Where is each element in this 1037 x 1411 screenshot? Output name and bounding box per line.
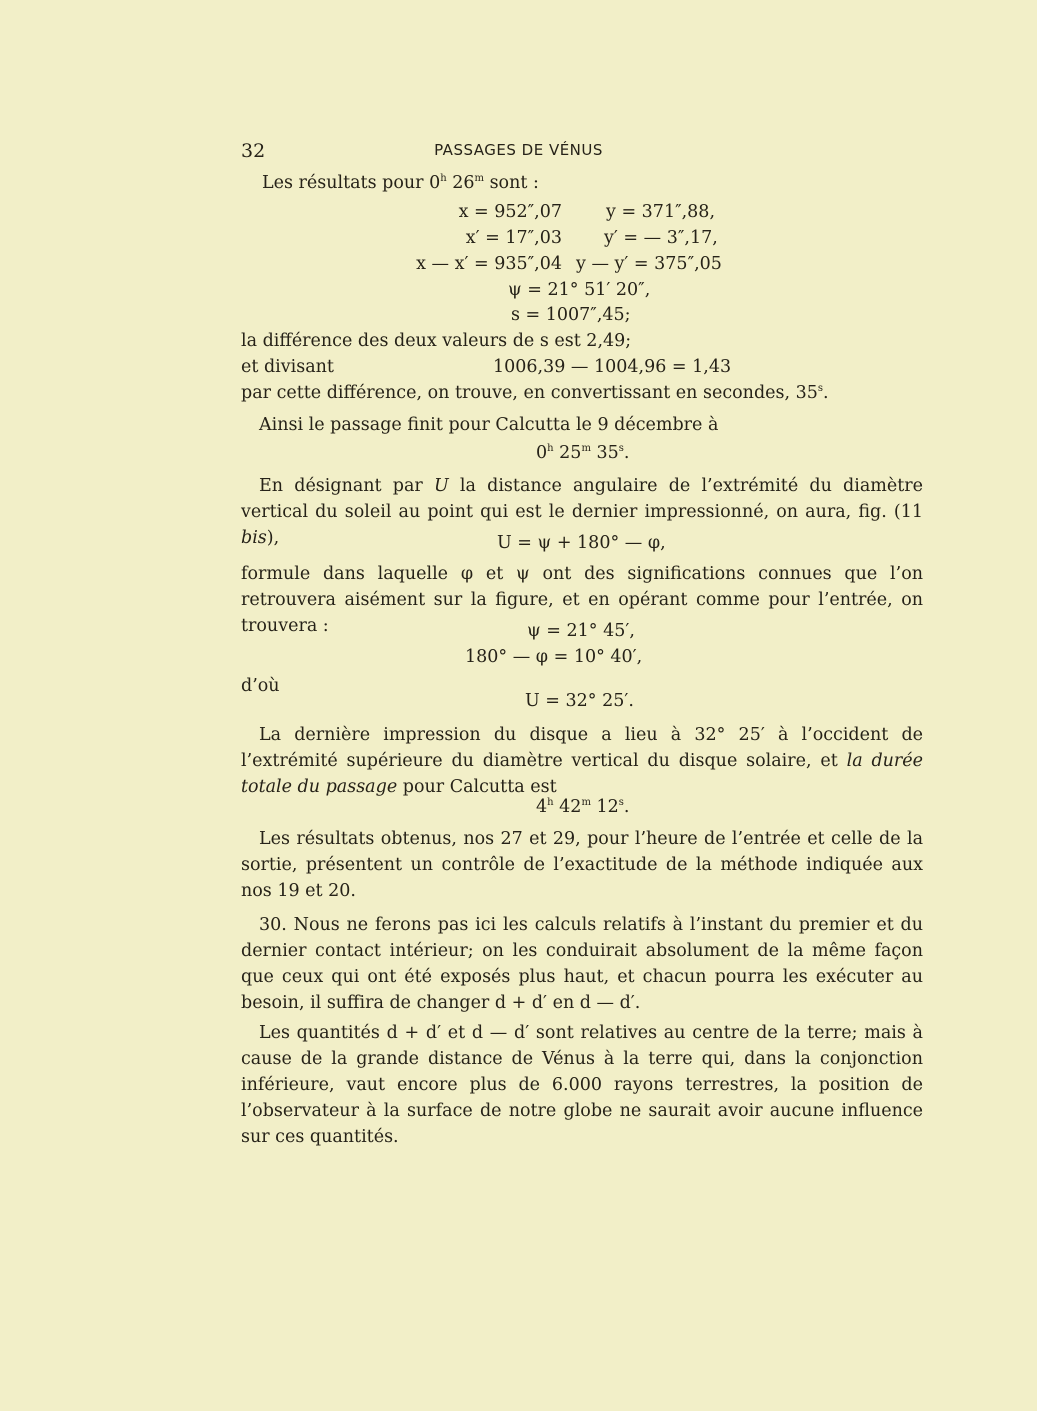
divisant-expression: 1006,39 — 1004,96 = 1,43 (493, 357, 732, 377)
paragraph-convert: par cette différence, on trouve, en convertissant en secondes, 35$^s$. (241, 383, 829, 403)
formula-u: U = ψ + 180° — φ, (497, 533, 666, 553)
paragraph-formule: formule dans laquelle φ et ψ ont des significations connues que l’on retrouvera aisément sur la figure, et en opérant comme pour l’entrée, on trouvera : (241, 564, 923, 636)
equation-x-diff: x — x′ = 935″,04 (416, 254, 562, 274)
equation-u-result: U = 32° 25′. (525, 691, 634, 711)
dou-label: d’où (241, 676, 280, 696)
equation-x-prime: x′ = 17″,03 (465, 228, 562, 248)
paragraph-resultats: Les résultats obtenus, nos 27 et 29, pour l’heure de l’entrée et celle de la sortie, présentent un contrôle de l’exactitude de la méthode indiquée aux nos 19 et 20. (241, 829, 923, 901)
equation-psi: ψ = 21° 51′ 20″, (508, 280, 651, 300)
equation-phi: 180° — φ = 10° 40′, (465, 647, 643, 667)
equation-y: y = 371″,88, (606, 202, 716, 222)
paragraph-30: 30. Nous ne ferons pas ici les calculs relatifs à l’instant du premier et du dernier contact intérieur; on les conduirait absolument de la même façon que ceux qui ont été exposés plus haut, et chacun pourra les exécuter au besoin, il suffira de changer d + d′ en d — d′. (241, 915, 923, 1013)
intro-line: Les résultats pour 0$^h$ 26$^m$ sont : (262, 173, 539, 193)
equation-s: s = 1007″,45; (511, 305, 631, 325)
equation-y-diff: y — y′ = 375″,05 (576, 254, 722, 274)
paragraph-derniere: La dernière impression du disque a lieu à 32° 25′ à l’occident de l’extrémité supérieure du diamètre vertical du disque solaire, et la durée totale du passage pour Calcutta est (241, 725, 923, 797)
equation-y-prime: y′ = — 3″,17, (604, 228, 718, 248)
divisant-label: et divisant (241, 357, 334, 377)
running-title: PASSAGES DE VÉNUS (434, 141, 603, 159)
time-total-duration: 4$^h$ 42$^m$ 12$^s$. (536, 797, 630, 817)
equation-psi-2: ψ = 21° 45′, (527, 621, 635, 641)
paragraph-designant: En désignant par U la distance angulaire de l’extrémité du diamètre vertical du soleil au point qui est le dernier impressionné, on aura, fig. (11 bis), (241, 476, 923, 548)
time-end-passage: 0$^h$ 25$^m$ 35$^s$. (536, 443, 630, 463)
paragraph-difference: la différence des deux valeurs de s est 2,49; (241, 331, 632, 351)
equation-x: x = 952″,07 (458, 202, 562, 222)
paragraph-quantites: Les quantités d + d′ et d — d′ sont relatives au centre de la terre; mais à cause de la grande distance de Vénus à la terre qui, dans la conjonction inférieure, vaut encore plus de 6.000 rayons terrestres, la position de l’observateur à la surface de notre globe ne saurait avoir aucune influence sur ces quantités. (241, 1023, 923, 1147)
paragraph-ainsi: Ainsi le passage finit pour Calcutta le 9 décembre à (259, 415, 719, 435)
page-number: 32 (241, 140, 266, 162)
